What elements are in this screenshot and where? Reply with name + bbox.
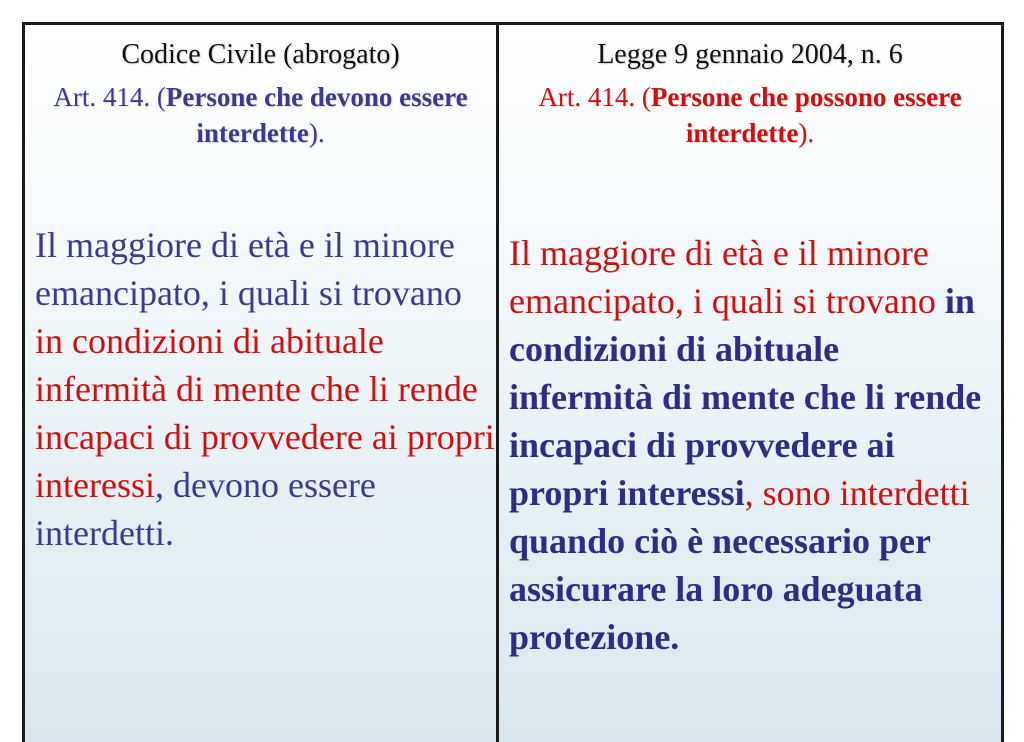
right-article-title: Persone che possono essere interdette — [650, 82, 962, 148]
right-article-body — [509, 229, 989, 661]
right-column — [499, 25, 1001, 742]
right-article-prefix: Art. 414. ( — [538, 82, 651, 112]
comparison-table — [22, 22, 1004, 742]
left-column — [25, 25, 499, 742]
left-column-title: Codice Civile (abrogato) — [121, 39, 400, 70]
left-body-segment-1: Il maggiore di età e il minore emancipato, i quali si trovano — [35, 225, 462, 313]
left-article-title: Persone che devono essere interdette — [165, 82, 468, 148]
left-body-segment-2: in condizioni di abituale infermità di mente che li rende incapaci di provvedere ai propri interessi — [35, 321, 495, 505]
left-article-suffix: ). — [308, 118, 325, 148]
left-article-body — [35, 221, 495, 557]
left-article-heading — [25, 79, 496, 151]
right-body-segment-4: quando ciò è necessario per assicurare la loro adeguata protezione. — [509, 521, 931, 657]
right-column-title: Legge 9 gennaio 2004, n. 6 — [597, 39, 903, 70]
left-article-prefix: Art. 414. ( — [53, 82, 166, 112]
right-body-segment-3: , sono interdetti — [744, 473, 970, 513]
right-article-suffix: ). — [798, 118, 815, 148]
right-body-segment-1: Il maggiore di età e il minore emancipato, i quali si trovano — [509, 233, 945, 321]
right-article-heading — [499, 79, 1001, 151]
left-body-segment-3: , devono essere interdetti. — [35, 465, 376, 553]
right-body-segment-2: in condizioni di abituale infermità di mente che li rende incapaci di provvedere ai propri interessi — [509, 281, 982, 513]
